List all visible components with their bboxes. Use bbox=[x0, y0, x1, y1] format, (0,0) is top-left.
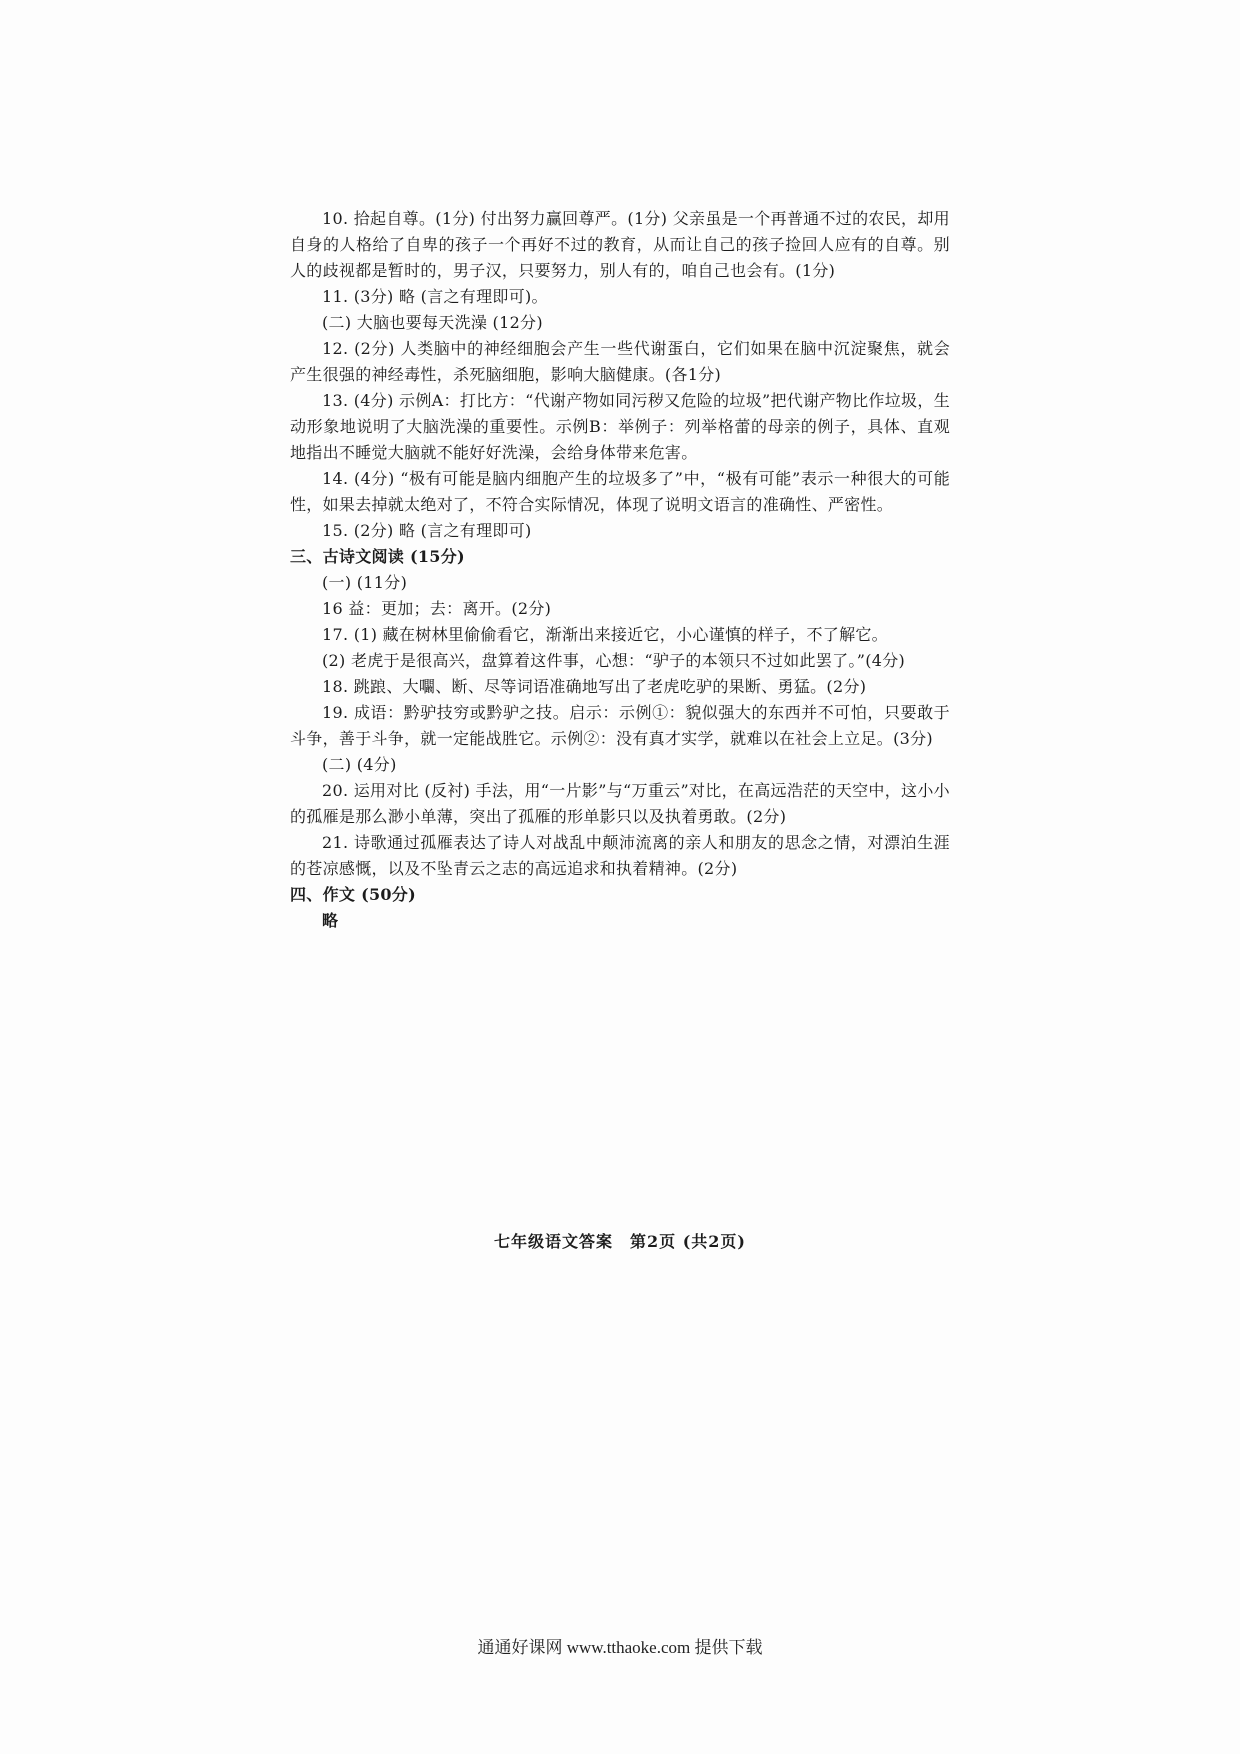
answer-12: 12. (2分) 人类脑中的神经细胞会产生一些代谢蛋白，它们如果在脑中沉淀聚焦，就会产生很强的神经毒性，杀死脑细胞，影响大脑健康。(各1分) bbox=[290, 339, 950, 384]
answer-14: 14. (4分) “极有可能是脑内细胞产生的垃圾多了”中，“极有可能”表示一种很大的可能性，如果去掉就太绝对了，不符合实际情况，体现了说明文语言的准确性、严密性。 bbox=[290, 469, 950, 514]
subsection-2-heading: (二) (4分) bbox=[322, 755, 397, 774]
answer-19: 19. 成语：黔驴技穷或黔驴之技。启示：示例①：貌似强大的东西并不可怕，只要敢于斗争，善于斗争，就一定能战胜它。示例②：没有真才实学，就难以在社会上立足。(3分) bbox=[290, 703, 950, 748]
answer-20: 20. 运用对比 (反衬) 手法，用“一片影”与“万重云”对比，在高远浩茫的天空中，这小小的孤雁是那么渺小单薄，突出了孤雁的形单影只以及执着勇敢。(2分) bbox=[290, 781, 950, 826]
answer-21: 21. 诗歌通过孤雁表达了诗人对战乱中颠沛流离的亲人和朋友的思念之情，对漂泊生涯的苍凉感慨，以及不坠青云之志的高远追求和执着精神。(2分) bbox=[290, 833, 950, 878]
answer-13: 13. (4分) 示例A：打比方：“代谢产物如同污秽又危险的垃圾”把代谢产物比作垃圾，生动形象地说明了大脑洗澡的重要性。示例B：举例子：列举格蕾的母亲的例子，具体、直观地指出不睡觉大脑就不能好好洗澡，会给身体带来危害。 bbox=[290, 391, 950, 462]
answer-15: 15. (2分) 略 (言之有理即可) bbox=[322, 521, 532, 540]
subsection-1-heading: (一) (11分) bbox=[322, 573, 408, 592]
source-line: 通通好课网 www.tthaoke.com 提供下载 bbox=[477, 1638, 763, 1657]
answer-10: 10. 拾起自尊。(1分) 付出努力赢回尊严。(1分) 父亲虽是一个再普通不过的农民，却用自身的人格给了自卑的孩子一个再好不过的教育，从而让自己的孩子捡回人应有的自尊。别人的歧视都是暂时的，男子汉，只要努力，别人有的，咱自己也会有。(1分) bbox=[290, 209, 950, 280]
answer-11: 11. (3分) 略 (言之有理即可)。 bbox=[322, 287, 548, 306]
answer-content bbox=[290, 206, 950, 934]
composition-answer: 略 bbox=[322, 911, 339, 930]
answer-16: 16 益：更加；去：离开。(2分) bbox=[322, 599, 552, 618]
page-footer: 七年级语文答案 第2页 (共2页) bbox=[494, 1232, 746, 1251]
section-4-heading: 四、作文 (50分) bbox=[290, 885, 416, 904]
section-3-heading: 三、古诗文阅读 (15分) bbox=[290, 547, 465, 566]
answer-17-2: (2) 老虎于是很高兴，盘算着这件事，心想：“驴子的本领只不过如此罢了。”(4分) bbox=[322, 651, 906, 670]
answer-17-1: 17. (1) 藏在树林里偷偷看它，渐渐出来接近它，小心谨慎的样子，不了解它。 bbox=[322, 625, 888, 644]
answer-18: 18. 跳踉、大㘚、断、尽等词语准确地写出了老虎吃驴的果断、勇猛。(2分) bbox=[322, 677, 867, 696]
section-2-heading: (二) 大脑也要每天洗澡 (12分) bbox=[322, 313, 543, 332]
